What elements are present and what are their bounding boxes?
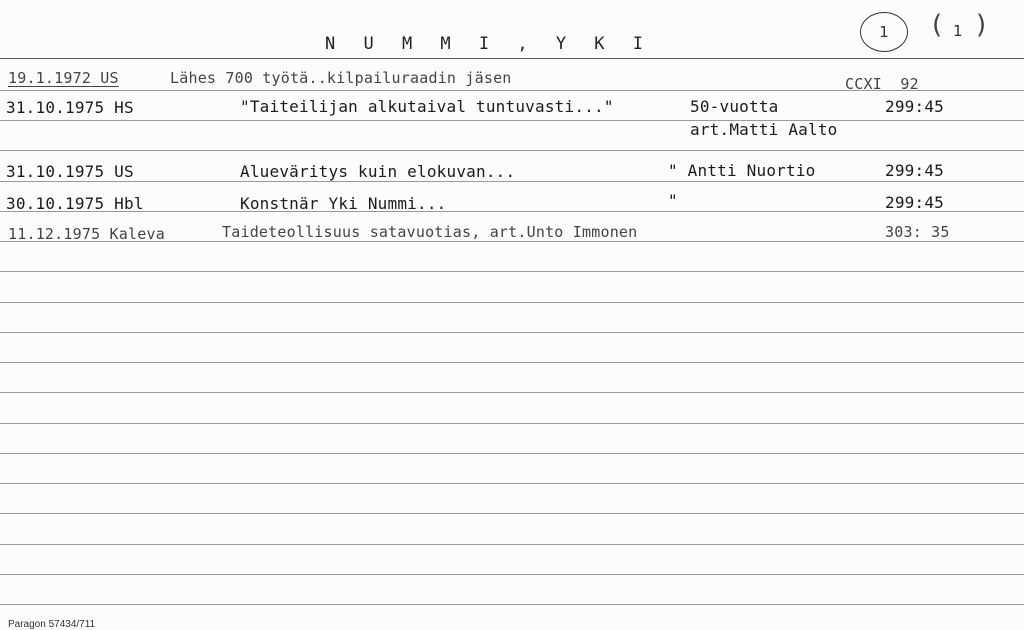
card-rule — [0, 513, 1024, 514]
entry-ref: 299:45 — [885, 193, 944, 212]
card-rule — [0, 574, 1024, 575]
entry-date-source: 11.12.1975 Kaleva — [8, 225, 165, 243]
card-heading: N U M M I , Y K I — [325, 34, 652, 54]
paren-number: 1 — [953, 22, 963, 40]
entry-ref: 299:45 — [885, 97, 944, 116]
card-rule — [0, 332, 1024, 333]
entry-title: Alueväritys kuin elokuvan... — [240, 162, 516, 181]
entry-title: "Taiteilijan alkutaival tuntuvasti..." — [240, 97, 614, 116]
card-rule — [0, 453, 1024, 454]
entry-title: Lähes 700 työtä..kilpailuraadin jäsen — [170, 69, 512, 87]
entry-date-source: 31.10.1975 US — [6, 162, 134, 181]
entry-date-source: 31.10.1975 HS — [6, 98, 134, 117]
entry-ref: 299:45 — [885, 161, 944, 180]
card-rule — [0, 392, 1024, 393]
paren-close: ) — [976, 10, 987, 40]
card-rule — [0, 483, 1024, 484]
card-rule — [0, 181, 1024, 182]
circled-number-text: 1 — [879, 23, 889, 41]
entry-author-line2: art.Matti Aalto — [690, 120, 838, 139]
card-rule — [0, 544, 1024, 545]
card-rule — [0, 58, 1024, 59]
card-rule — [0, 423, 1024, 424]
entry-date-source: 19.1.1972 US — [8, 69, 119, 87]
circled-number — [860, 12, 908, 52]
card-rule — [0, 271, 1024, 272]
entry-author: " Antti Nuortio — [668, 161, 816, 180]
paren-open: ( — [932, 10, 943, 40]
card-rule — [0, 120, 1024, 121]
card-footer: Paragon 57434/711 — [8, 619, 96, 630]
entry-title: Taideteollisuus satavuotias, art.Unto Immonen — [222, 223, 638, 241]
card-rule — [0, 604, 1024, 605]
entry-author: 50-vuotta — [690, 97, 779, 116]
entry-author: " — [668, 191, 678, 210]
card-rule — [0, 211, 1024, 212]
card-rule — [0, 150, 1024, 151]
card-rule — [0, 302, 1024, 303]
entry-title: Konstnär Yki Nummi... — [240, 194, 447, 213]
entry-ref: CCXI 92 — [845, 75, 919, 93]
entry-date-source: 30.10.1975 Hbl — [6, 194, 144, 213]
card-rule — [0, 362, 1024, 363]
entry-ref: 303: 35 — [885, 223, 950, 241]
